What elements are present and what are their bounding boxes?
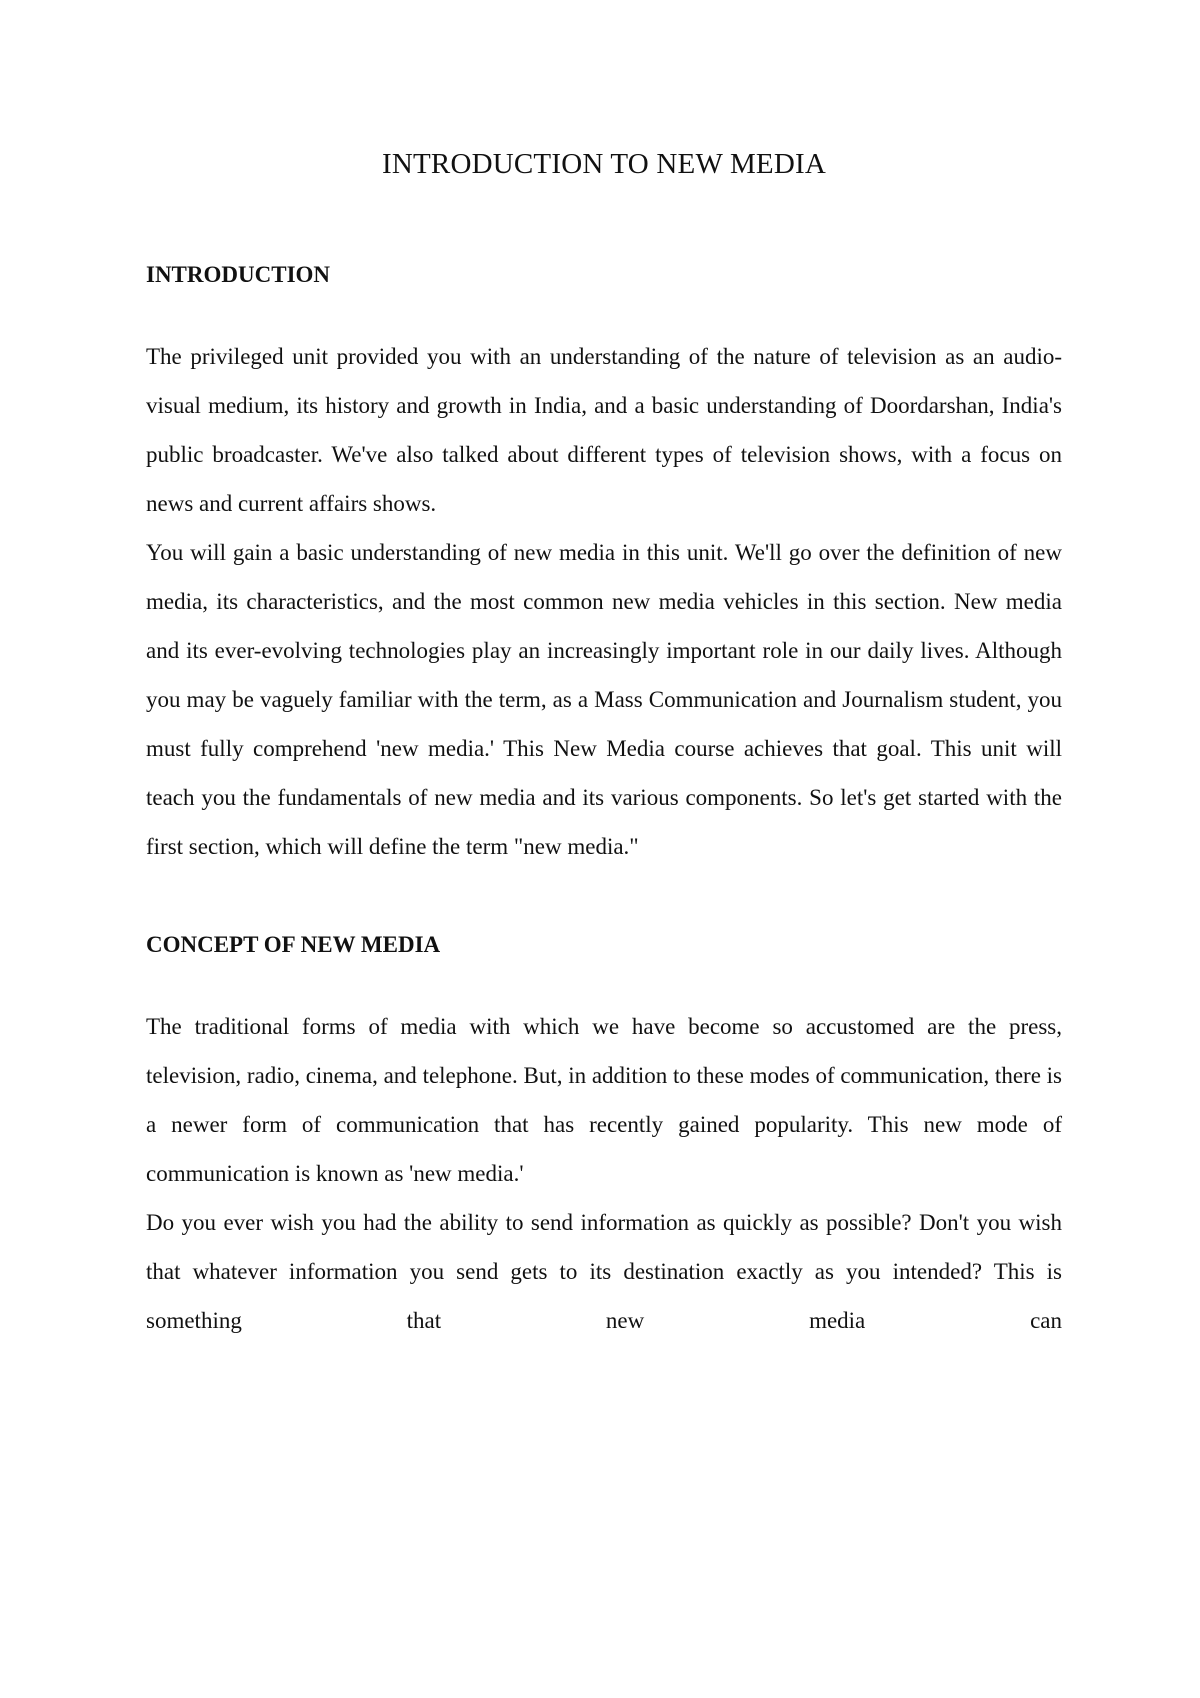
page-title: INTRODUCTION TO NEW MEDIA [382, 148, 826, 180]
document-body [146, 138, 1062, 1345]
paragraph-introduction-1: The privileged unit provided you with an understanding of the nature of television as an audio-visual medium, its history and growth in India, and a basic understanding of Doordarshan, India's public broadcaster. We've also talked about different types of television shows, with a focus on news and current affairs shows. [146, 344, 1062, 516]
paragraph-concept-2: Do you ever wish you had the ability to send information as quickly as possible? Don't you wish that whatever information you send gets to its destination exactly as you intended? This is something that new media can [146, 1210, 1062, 1333]
section-heading-concept-of-new-media: CONCEPT OF NEW MEDIA [146, 932, 441, 957]
paragraph-concept-1: The traditional forms of media with which we have become so accustomed are the press, television, radio, cinema, and telephone. But, in addition to these modes of communication, there is a newer form of communication that has recently gained popularity. This new mode of communication is known as 'new media.' [146, 1014, 1062, 1186]
section-heading-introduction: INTRODUCTION [146, 262, 331, 287]
paragraph-introduction-2: You will gain a basic understanding of new media in this unit. We'll go over the definition of new media, its characteristics, and the most common new media vehicles in this section. New media and its ever-evolving technologies play an increasingly important role in our daily lives. Although you may be vaguely familiar with the term, as a Mass Communication and Journalism student, you must fully comprehend 'new media.' This New Media course achieves that goal. This unit will teach you the fundamentals of new media and its various components. So let's get started with the first section, which will define the term "new media." [146, 540, 1062, 859]
